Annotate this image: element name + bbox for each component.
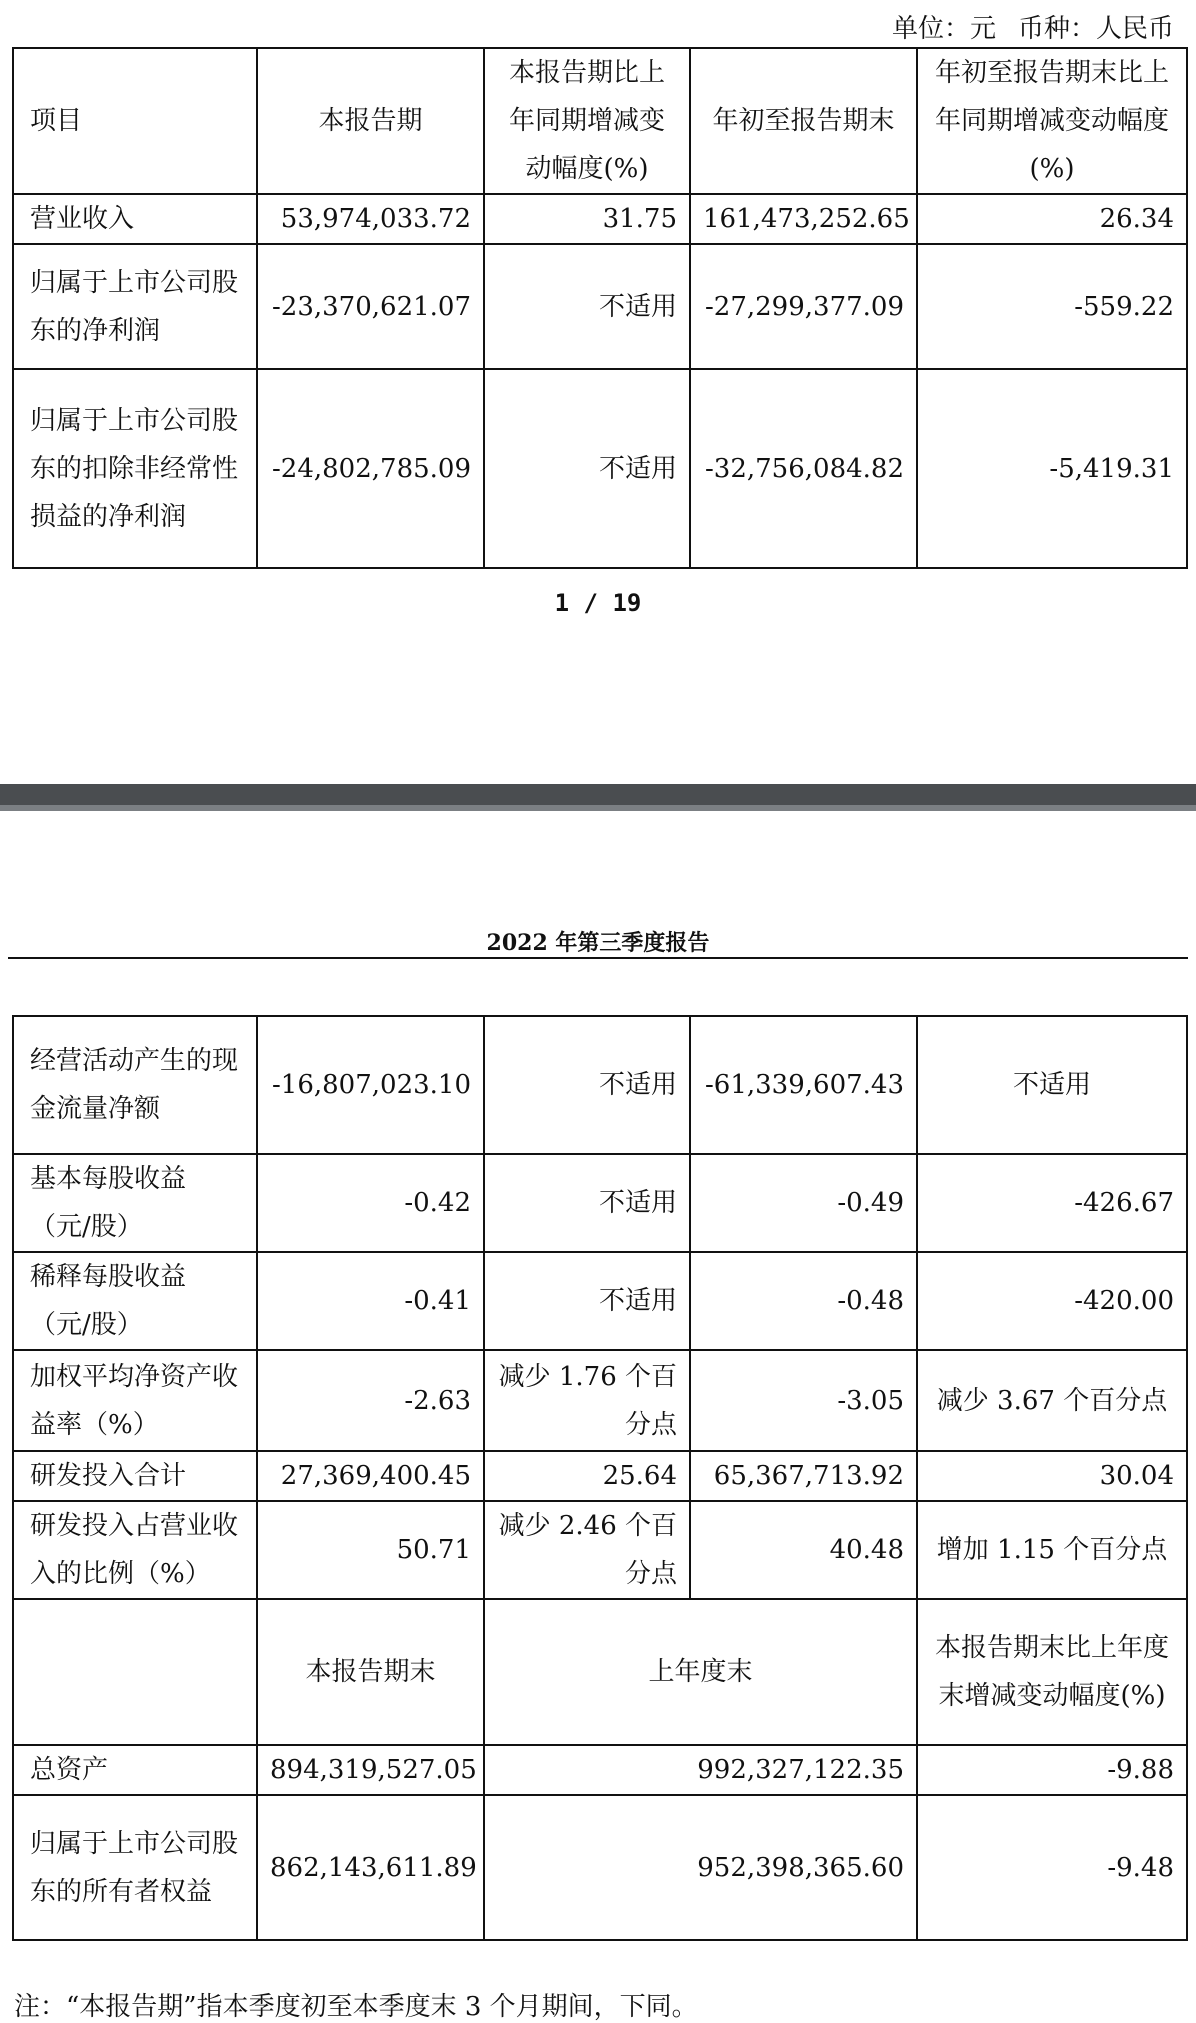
cell-value: 65,367,713.92 [690, 1451, 917, 1501]
table-row [13, 1451, 1187, 1501]
cell-value: -0.49 [690, 1154, 917, 1252]
row-label: 归属于上市公司股东的净利润 [13, 244, 257, 369]
header-item: 项目 [13, 48, 257, 194]
header-ytd-change: 年初至报告期末比上年同期增减变动幅度(%) [917, 48, 1187, 194]
table-row [13, 1016, 1187, 1154]
key-financials-table-1 [12, 47, 1188, 569]
table-row [13, 244, 1187, 369]
header-ytd: 年初至报告期末 [690, 48, 917, 194]
row-label: 总资产 [13, 1745, 257, 1795]
currency-label: 币种：人民币 [1017, 14, 1174, 44]
cell-value: 50.71 [257, 1501, 484, 1599]
footnote: 注：“本报告期”指本季度初至本季度末 3 个月期间，下同。 [14, 1992, 698, 2022]
row-label: 经营活动产生的现金流量净额 [13, 1016, 257, 1154]
cell-value: 减少 1.76 个百分点 [484, 1350, 690, 1451]
table-row [13, 369, 1187, 568]
cell-value: 不适用 [484, 244, 690, 369]
row-label: 营业收入 [13, 194, 257, 244]
cell-value: -5,419.31 [917, 369, 1187, 568]
cell-value: 减少 3.67 个百分点 [917, 1350, 1187, 1451]
cell-value: 952,398,365.60 [484, 1795, 917, 1940]
cell-value: 27,369,400.45 [257, 1451, 484, 1501]
row-label: 稀释每股收益（元/股） [13, 1252, 257, 1350]
cell-value: 增加 1.15 个百分点 [917, 1501, 1187, 1599]
cell-value: -420.00 [917, 1252, 1187, 1350]
cell-value: 不适用 [484, 369, 690, 568]
row-label: 归属于上市公司股东的扣除非经常性损益的净利润 [13, 369, 257, 568]
balance-header-row [13, 1599, 1187, 1745]
unit-currency-line [870, 8, 1174, 45]
cell-value: 31.75 [484, 194, 690, 244]
cell-value: 161,473,252.65 [690, 194, 917, 244]
cell-value: 26.34 [917, 194, 1187, 244]
table-row [13, 1795, 1187, 1940]
cell-value: -23,370,621.07 [257, 244, 484, 369]
cell-value: -0.41 [257, 1252, 484, 1350]
cell-value: 不适用 [484, 1016, 690, 1154]
cell-value: -426.67 [917, 1154, 1187, 1252]
cell-value: 30.04 [917, 1451, 1187, 1501]
cell-value: 不适用 [484, 1154, 690, 1252]
cell-value: -32,756,084.82 [690, 369, 917, 568]
cell-value: -3.05 [690, 1350, 917, 1451]
cell-value: 25.64 [484, 1451, 690, 1501]
cell-value: -9.48 [917, 1795, 1187, 1940]
cell-value: 862,143,611.89 [257, 1795, 484, 1940]
header-change-ratio: 本报告期末比上年度末增减变动幅度(%) [917, 1599, 1187, 1745]
table-row [13, 1252, 1187, 1350]
cell-value: -16,807,023.10 [257, 1016, 484, 1154]
cell-value: -0.42 [257, 1154, 484, 1252]
header-period-end: 本报告期末 [257, 1599, 484, 1745]
table-row [13, 1501, 1187, 1599]
report-title: 2022 年第三季度报告 [486, 930, 710, 956]
key-financials-table-2 [12, 1015, 1188, 1941]
row-label: 加权平均净资产收益率（%） [13, 1350, 257, 1451]
table-row [13, 1154, 1187, 1252]
cell-value: 减少 2.46 个百分点 [484, 1501, 690, 1599]
cell-value: -61,339,607.43 [690, 1016, 917, 1154]
header-current-period-change: 本报告期比上年同期增减变动幅度(%) [484, 48, 690, 194]
cell-value: -0.48 [690, 1252, 917, 1350]
cell-value: -2.63 [257, 1350, 484, 1451]
header-blank [13, 1599, 257, 1745]
table-row [13, 194, 1187, 244]
cell-value: 不适用 [917, 1016, 1187, 1154]
cell-value: -559.22 [917, 244, 1187, 369]
header-current-period: 本报告期 [257, 48, 484, 194]
page-break-divider [0, 784, 1196, 811]
row-label: 研发投入合计 [13, 1451, 257, 1501]
row-label: 基本每股收益（元/股） [13, 1154, 257, 1252]
header-prior-year-end: 上年度末 [484, 1599, 917, 1745]
table-row [13, 1745, 1187, 1795]
cell-value: 不适用 [484, 1252, 690, 1350]
row-label: 归属于上市公司股东的所有者权益 [13, 1795, 257, 1940]
cell-value: -24,802,785.09 [257, 369, 484, 568]
page-number: 1 / 19 [554, 589, 642, 617]
cell-value: 992,327,122.35 [484, 1745, 917, 1795]
cell-value: 40.48 [690, 1501, 917, 1599]
table-row [13, 1350, 1187, 1451]
title-underline [8, 957, 1188, 959]
cell-value: 53,974,033.72 [257, 194, 484, 244]
cell-value: 894,319,527.05 [257, 1745, 484, 1795]
row-label: 研发投入占营业收入的比例（%） [13, 1501, 257, 1599]
table1-header-row [13, 48, 1187, 194]
cell-value: -9.88 [917, 1745, 1187, 1795]
cell-value: -27,299,377.09 [690, 244, 917, 369]
unit-label: 单位：元 [891, 14, 996, 44]
